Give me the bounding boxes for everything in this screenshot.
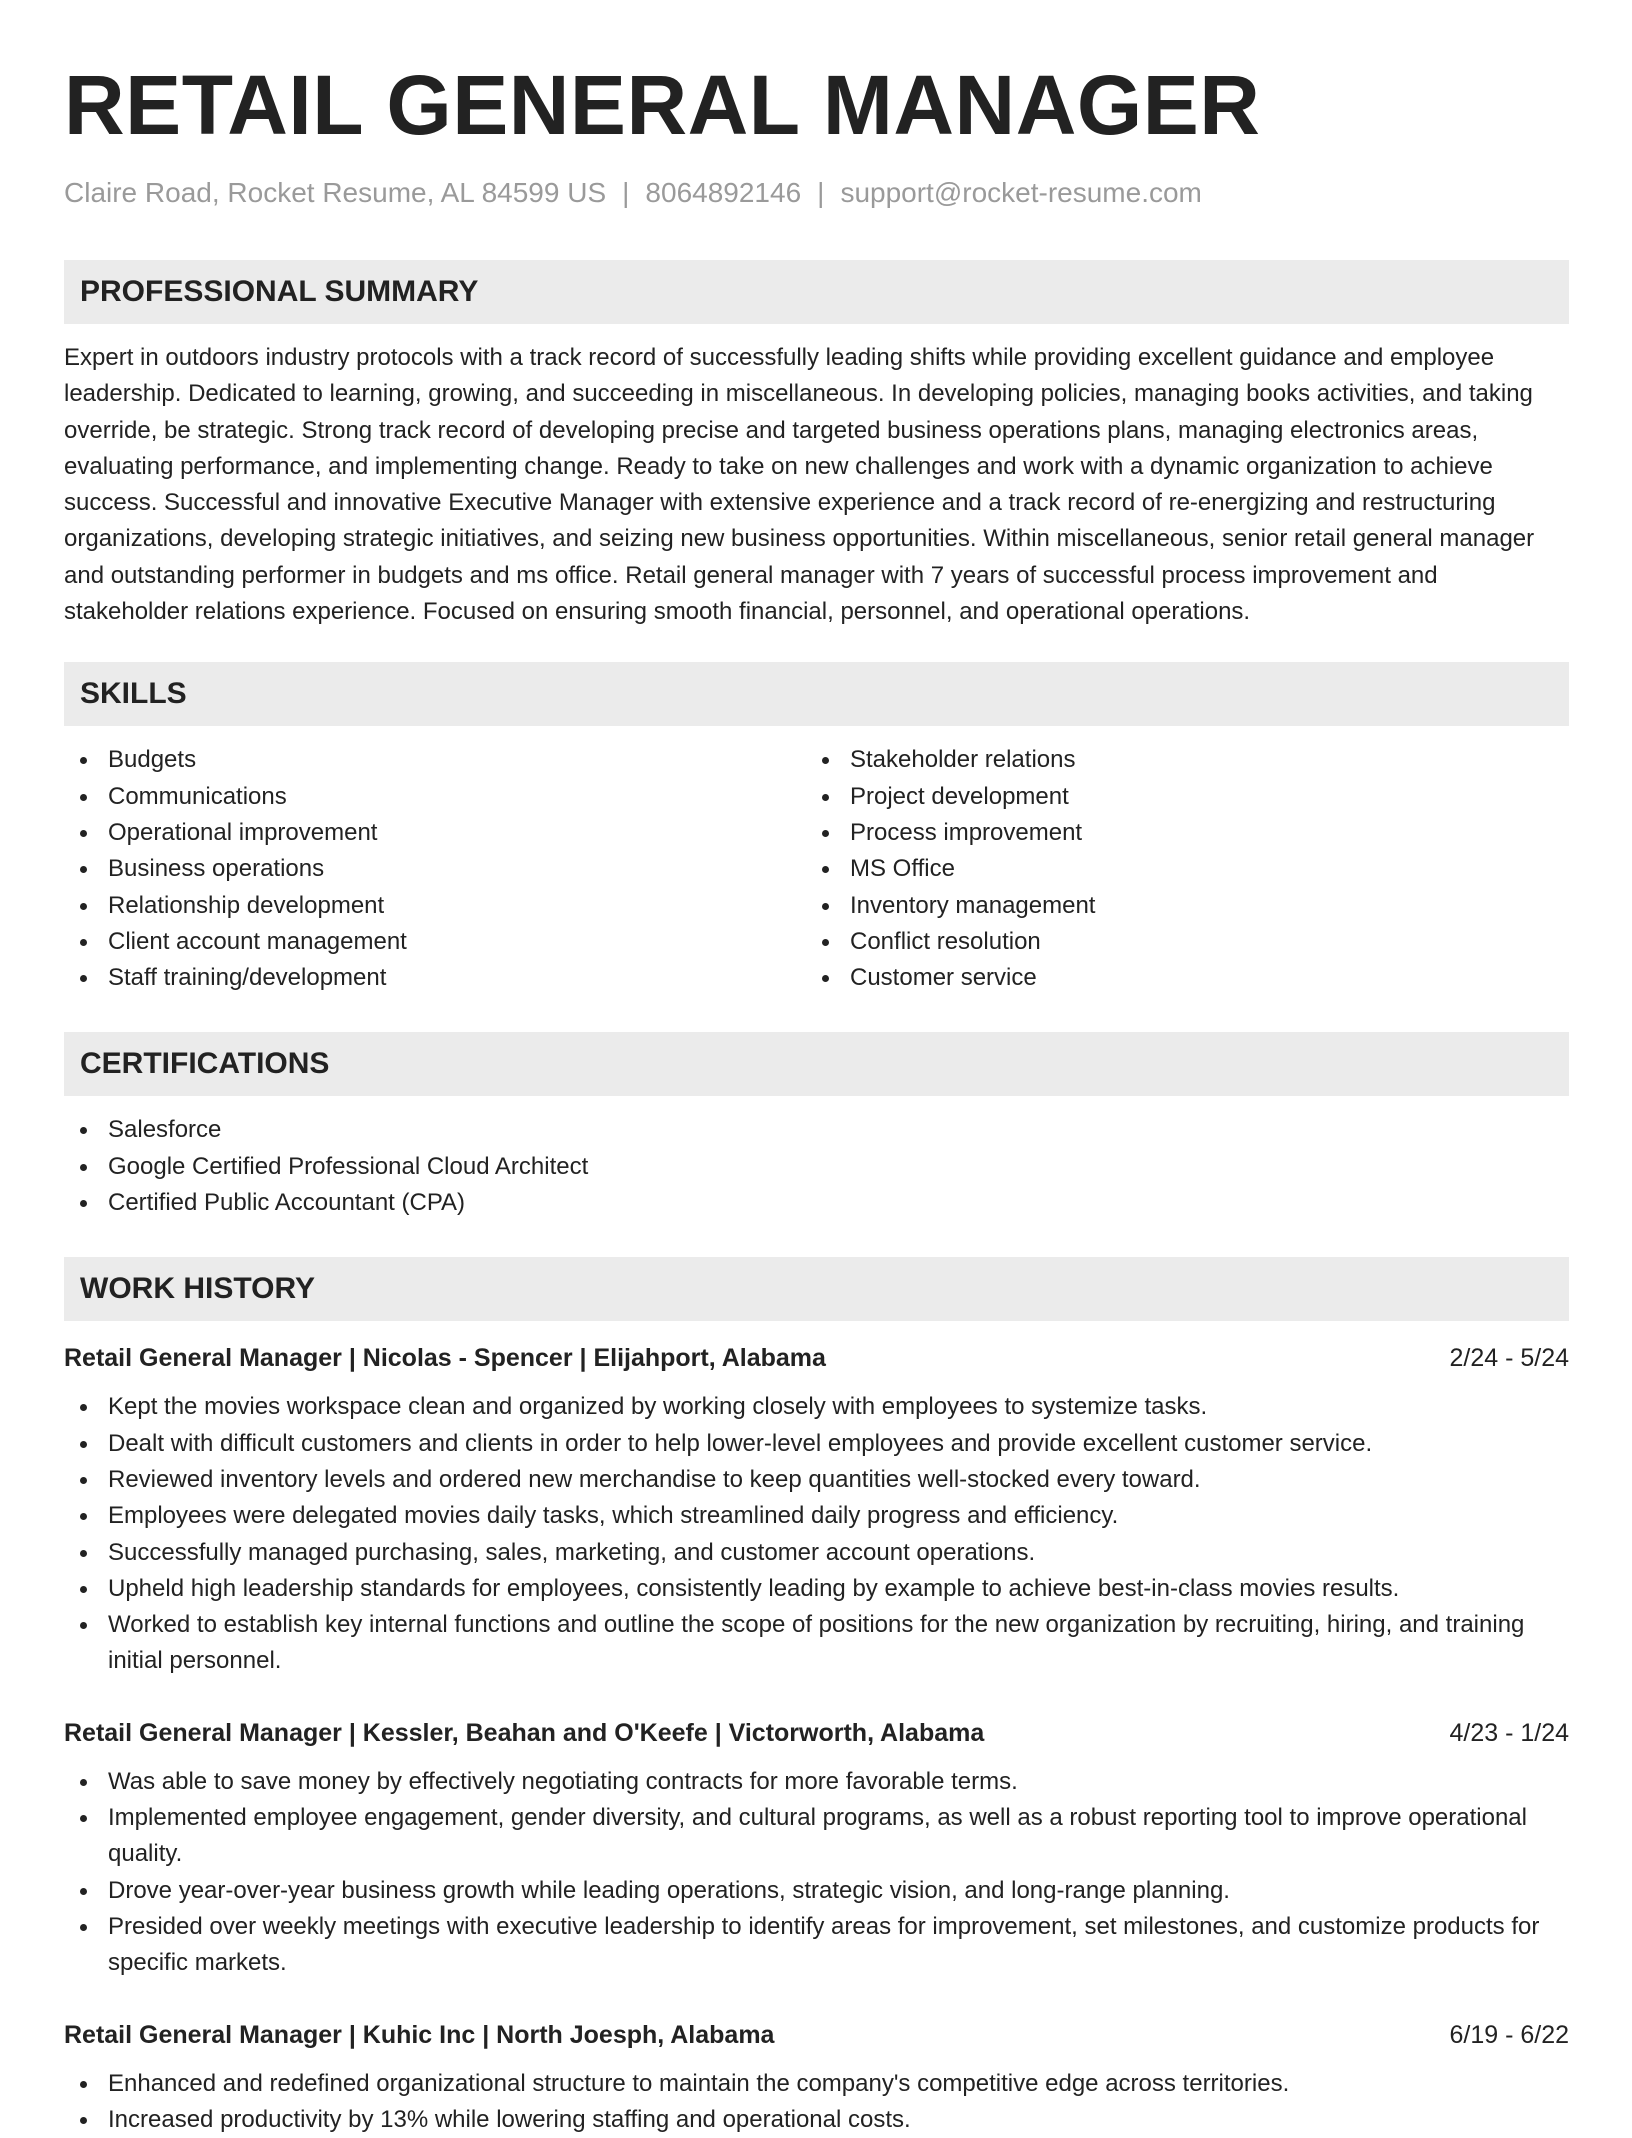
skill-item: Customer service — [806, 960, 1548, 996]
job-bullet: Successfully managed purchasing, sales, marketing, and customer account operations. — [64, 1535, 1569, 1571]
resume-page — [64, 0, 1569, 2138]
job-heading-row — [64, 1341, 1569, 1375]
contact-phone: 8064892146 — [645, 177, 801, 208]
job-heading-row — [64, 2018, 1569, 2052]
job-dates: 6/19 - 6/22 — [1449, 2018, 1569, 2052]
job-bullet: Employees were delegated movies daily tasks, which streamlined daily progress and efficiency. — [64, 1498, 1569, 1534]
job-entry — [64, 1341, 1569, 1679]
certification-item: Certified Public Accountant (CPA) — [64, 1185, 1569, 1221]
contact-line — [64, 176, 1569, 210]
job-bullet: Dealt with difficult customers and clients in order to help lower-level employees and provide excellent customer service. — [64, 1426, 1569, 1462]
job-bullet: Drove year-over-year business growth while leading operations, strategic vision, and long-range planning. — [64, 1873, 1569, 1909]
job-heading-row — [64, 1716, 1569, 1750]
skill-item: Staff training/development — [64, 960, 806, 996]
job-bullet-list — [64, 2066, 1569, 2138]
job-dates: 2/24 - 5/24 — [1449, 1341, 1569, 1375]
contact-separator: | — [622, 177, 629, 208]
skill-item: Process improvement — [806, 815, 1548, 851]
job-bullet: Reviewed inventory levels and ordered new merchandise to keep quantities well-stocked every toward. — [64, 1462, 1569, 1498]
certification-item: Salesforce — [64, 1112, 1569, 1148]
certification-item: Google Certified Professional Cloud Architect — [64, 1149, 1569, 1185]
skill-item: Budgets — [64, 742, 806, 778]
summary-text: Expert in outdoors industry protocols with a track record of successfully leading shifts while providing excellent guidance and employee leadership. Dedicated to learning, growing, and succeeding in miscellaneous. In developing policies, managing books activities, and taking override, be strategic. Strong track record of developing precise and targeted business operations plans, managing electronics areas, evaluating performance, and implementing change. Ready to take on new challenges and work with a dynamic organization to achieve success. Successful and innovative Executive Manager with extensive experience and a track record of re-energizing and restructuring organizations, developing strategic initiatives, and seizing new business opportunities. Within miscellaneous, senior retail general manager and outstanding performer in budgets and ms office. Retail general manager with 7 years of successful process improvement and stakeholder relations experience. Focused on ensuring smooth financial, personnel, and operational operations. — [64, 340, 1569, 630]
skill-item: Business operations — [64, 851, 806, 887]
certifications-list — [64, 1112, 1569, 1221]
section-header-certifications: CERTIFICATIONS — [64, 1032, 1569, 1096]
job-bullet: Kept the movies workspace clean and organized by working closely with employees to systemize tasks. — [64, 1389, 1569, 1425]
job-bullet: Presided over weekly meetings with executive leadership to identify areas for improvement, set milestones, and customize products for specific markets. — [64, 1909, 1569, 1982]
skill-item: Conflict resolution — [806, 924, 1548, 960]
contact-address: Claire Road, Rocket Resume, AL 84599 US — [64, 177, 606, 208]
skill-item: MS Office — [806, 851, 1548, 887]
skill-item: Relationship development — [64, 888, 806, 924]
job-bullet: Implemented employee engagement, gender diversity, and cultural programs, as well as a robust reporting tool to improve operational quality. — [64, 1800, 1569, 1873]
skill-item: Communications — [64, 779, 806, 815]
skills-list-left — [64, 742, 806, 996]
job-entry — [64, 2018, 1569, 2138]
contact-separator: | — [817, 177, 824, 208]
skill-item: Client account management — [64, 924, 806, 960]
job-entry — [64, 1716, 1569, 1982]
skills-list-right — [806, 742, 1548, 996]
job-bullet: Increased productivity by 13% while lowering staffing and operational costs. — [64, 2102, 1569, 2138]
job-bullet-list — [64, 1389, 1569, 1679]
job-bullet: Worked to establish key internal functions and outline the scope of positions for the new organization by recruiting, hiring, and training initial personnel. — [64, 1607, 1569, 1680]
contact-email[interactable]: support@rocket-resume.com — [840, 177, 1201, 208]
job-heading: Retail General Manager | Kessler, Beahan and O'Keefe | Victorworth, Alabama — [64, 1716, 984, 1750]
job-bullet: Was able to save money by effectively negotiating contracts for more favorable terms. — [64, 1764, 1569, 1800]
job-bullet: Enhanced and redefined organizational structure to maintain the company's competitive edge across territories. — [64, 2066, 1569, 2102]
section-header-skills: SKILLS — [64, 662, 1569, 726]
job-heading: Retail General Manager | Kuhic Inc | North Joesph, Alabama — [64, 2018, 774, 2052]
skill-item: Operational improvement — [64, 815, 806, 851]
section-header-work-history: WORK HISTORY — [64, 1257, 1569, 1321]
skill-item: Project development — [806, 779, 1548, 815]
candidate-title: RETAIL GENERAL MANAGER — [64, 60, 1569, 150]
section-header-summary: PROFESSIONAL SUMMARY — [64, 260, 1569, 324]
job-heading: Retail General Manager | Nicolas - Spencer | Elijahport, Alabama — [64, 1341, 826, 1375]
job-dates: 4/23 - 1/24 — [1449, 1716, 1569, 1750]
skill-item: Inventory management — [806, 888, 1548, 924]
skills-columns — [64, 742, 1569, 996]
skill-item: Stakeholder relations — [806, 742, 1548, 778]
job-bullet: Upheld high leadership standards for employees, consistently leading by example to achieve best-in-class movies results. — [64, 1571, 1569, 1607]
job-bullet-list — [64, 1764, 1569, 1982]
